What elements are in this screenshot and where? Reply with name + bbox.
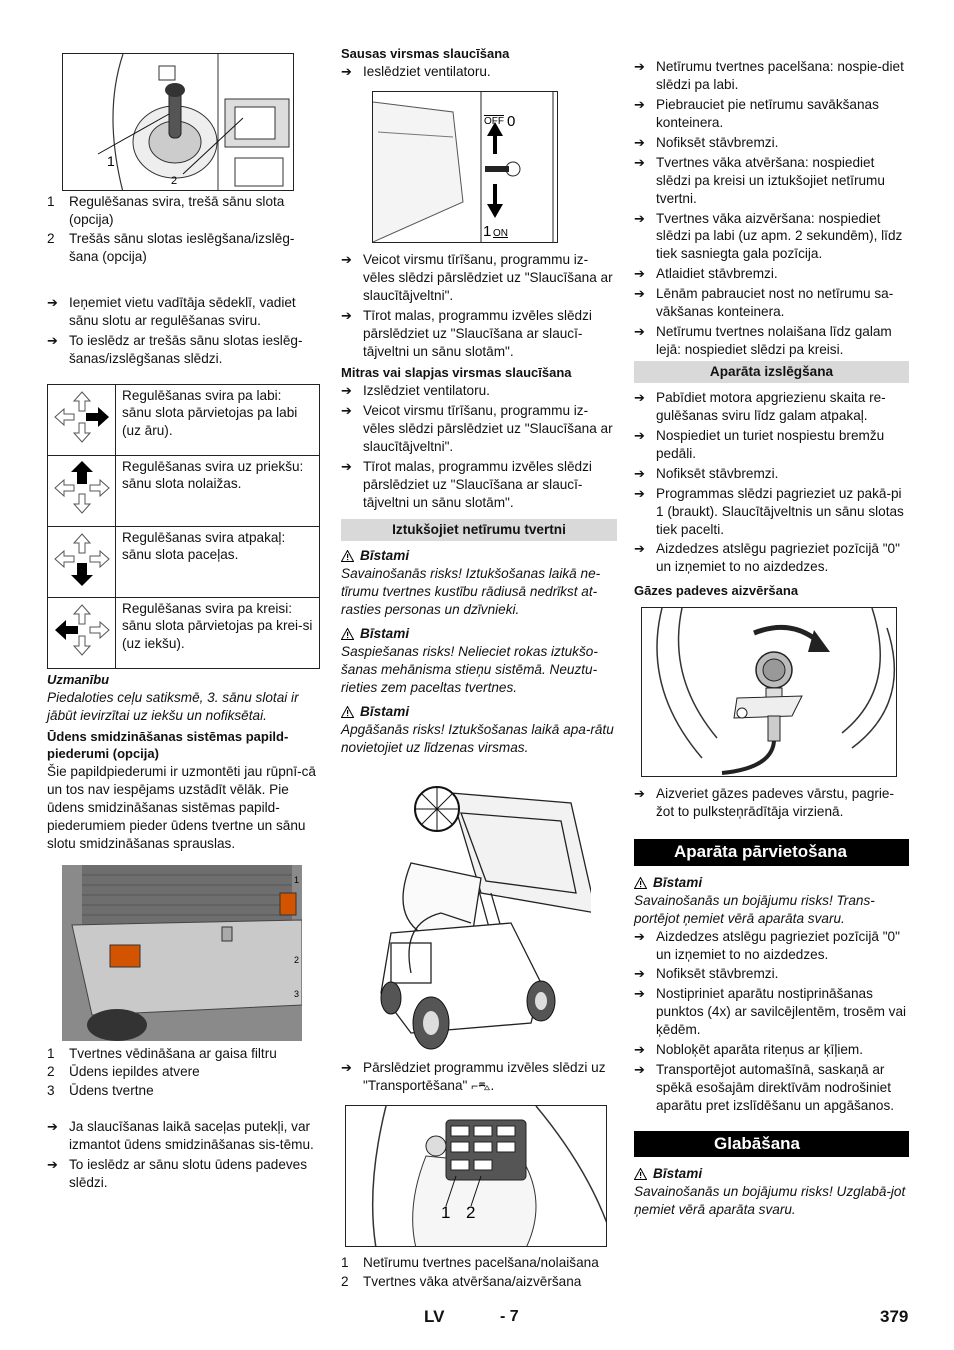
step-item: ➔ Aizdedzes atslēgu pagrieziet pozīcijā "0" un izņemiet to no aizdedzes. [634,928,900,962]
step-item: ➔ Nobloķēt aparāta riteņus ar ķīļiem. [634,1042,864,1058]
fig4-callout-2: 2 [466,1202,476,1222]
water-text: Šie papildpiederumi ir uzmontēti jau rūpnī-cā un tos nav iespējams uzstādīt vēlāk. Pie ūdens smidzināšanas sistēmas papild-piederumiem pieder ūdens tvertne un sānu slotu smidzināšanas sprauslas. [47,763,316,851]
warning-text: Saspiešanas risks! Nelieciet rokas iztukšo-šanas mehānisma stieņu sistēmā. Neuztu-rieties zem paceltas tvertnes. [341,644,598,695]
table-row: Regulēšanas svira atpakaļ: sānu slota paceļas. [48,526,320,597]
move-title: Aparāta pārvietošana [634,839,909,865]
step-item: ➔ Veicot virsmu tīrīšanu, programmu iz-vēles slēdzi pārslēdziet uz "Slaucīšana ar slaucītājveltni". [341,402,613,454]
arrow-right-icon: ➔ [47,332,58,348]
arrow-right-icon: ➔ [47,1119,58,1135]
step-item: ➔ Netīrumu tvertnes nolaišana līdz galam lejā: nospiediet slēdzi pa kreisi. [634,324,892,358]
table-row: Regulēšanas svira pa kreisi: sānu slota pārvietojas pa krei-si (uz iekšu). [48,597,320,668]
arrow-right-icon: ➔ [341,64,352,80]
table-row: Regulēšanas svira pa labi: sānu slota pārvietojas pa labi (uz āru). [48,384,320,455]
warning-heading: Bīstami [341,547,617,565]
arrow-right-icon: ➔ [341,382,352,398]
arrow-right-icon: ➔ [341,402,352,418]
step-item: ➔ Nofiksēt stāvbremzi. [634,134,779,150]
warning-heading: Bīstami [341,703,617,721]
fig1-callout-2: 2 [171,175,178,187]
joystick-right-icon [51,388,113,446]
arrow-right-icon: ➔ [634,1042,645,1058]
step-item: ➔ Aizveriet gāzes padeves vārstu, pagrie-žot to pulksteņrādītāja virzienā. [634,786,895,820]
step-item: ➔ Tīrot malas, programmu izvēles slēdzi pārslēdziet uz "Slaucīšana ar slaucī-tājveltni un sānu slotām". [341,458,592,510]
arrow-right-icon: ➔ [634,59,645,74]
figure-sweeper-dump [371,783,591,1053]
list-item: 2 Ūdens iepildes atvere [47,1064,200,1080]
store-title: Glabāšana [634,1131,909,1157]
step-item: ➔ Pārslēdziet programmu izvēles slēdzi uz "Transportēšana" ⌐⛍. [341,1059,606,1093]
water-title: Ūdens smidzināšanas sistēmas papild-piederumi (opcija) [47,728,289,761]
arrow-right-icon: ➔ [341,1059,352,1075]
step-item: ➔ Izslēdziet ventilatoru. [341,382,490,398]
fig4-callout-1: 1 [441,1202,451,1222]
joystick-left-icon [51,601,113,659]
step-item: ➔ Programmas slēdzi pagrieziet uz pakā-pi 1 (braukt). Slaucītājveltnis un sānu slotas tiek pacelti. [634,485,904,537]
step-item: ➔ Nofiksēt stāvbremzi. [634,966,779,982]
warning-icon [634,877,647,889]
switch-off-label: OFF [484,116,504,128]
arrow-right-icon: ➔ [634,786,645,802]
warning-heading: Bīstami [634,1165,909,1183]
step-item: ➔ Ieņemiet vietu vadītāja sēdeklī, vadiet sānu slotu ar regulēšanas sviru. [47,294,296,328]
warning-icon [634,1168,647,1180]
step-item: ➔ Ieslēdziet ventilatoru. [341,64,491,80]
arrow-right-icon: ➔ [634,210,645,226]
step-item: ➔ Nospiediet un turiet nospiestu bremžu pedāli. [634,427,885,461]
figure-fan-switch [372,91,558,243]
fig2-callout-3: 3 [294,988,300,999]
warning-text: Apgāšanās risks! Iztukšošanas laikā apa-rātu novietojiet uz līdzenas virsmas. [341,721,614,755]
arrow-right-icon: ➔ [634,928,645,944]
step-item: ➔ Ja slaucīšanas laikā saceļas putekļi, var izmantot ūdens smidzināšanas sis-tēmu. [47,1119,314,1153]
step-item: ➔ Aizdedzes atslēgu pagrieziet pozīcijā "0" un izņemiet to no aizdedzes. [634,541,900,575]
note-title: Uzmanību [47,671,110,687]
wet-title: Mitras vai slapjas virsmas slaucīšana [341,364,572,380]
step-item: ➔ To ieslēdz ar sānu slotu ūdens padeves slēdzi. [47,1157,308,1191]
arrow-right-icon: ➔ [634,485,645,501]
step-item: ➔ Lēnām pabrauciet nost no netīrumu sa-vākšanas konteinera. [634,286,894,320]
arrow-right-icon: ➔ [634,541,645,557]
step-item: ➔ Netīrumu tvertnes pacelšana: nospie-diet slēdzi pa labi. [634,59,904,92]
step-item: ➔ Tvertnes vāka aizvēršana: nospiediet slēdzi pa labi (uz apm. 2 sekundēm), līdz tiek sasniegta gala pozīcija. [634,210,903,262]
arrow-right-icon: ➔ [634,96,645,112]
step-item: ➔ Tīrot malas, programmu izvēles slēdzi pārslēdziet uz "Slaucīšana ar slaucī-tājveltni un sānu slotām". [341,307,592,359]
arrow-right-icon: ➔ [634,465,645,481]
fig1-callout-1: 1 [107,153,115,169]
list-item: 1 Tvertnes vēdināšana ar gaisa filtru [47,1045,277,1061]
step-item: ➔ Pabīdiet motora apgriezienu skaita re-gulēšanas sviru līdz galam atpakaļ. [634,389,886,423]
fig2-callout-1: 1 [294,874,300,885]
list-item: 1 Regulēšanas svira, trešā sānu slota (opcija) [47,194,285,227]
joystick-down-icon [51,530,113,588]
note-text: Piedaloties ceļu satiksmē, 3. sānu slotai ir jābūt ievirzītai uz iekšu un nofiksētai. [47,689,299,723]
arrow-right-icon: ➔ [634,427,645,443]
arrow-right-icon: ➔ [634,1062,645,1078]
empty-title: Iztukšojiet netīrumu tvertni [341,519,617,541]
arrow-right-icon: ➔ [634,324,645,340]
list-item: 1 Netīrumu tvertnes pacelšana/nolaišana [341,1254,599,1270]
fig4-legend [341,1254,617,1291]
figure-control-panel [345,1105,607,1247]
fig2-legend [47,1045,320,1101]
arrow-right-icon: ➔ [634,986,645,1002]
arrow-right-icon: ➔ [634,286,645,302]
footer-page-number: 379 [880,1307,909,1326]
fig1-legend [47,193,320,266]
arrow-right-icon: ➔ [634,389,645,405]
off-title: Aparāta izslēgšana [634,361,909,383]
arrow-right-icon: ➔ [341,307,352,323]
figure-gas-valve [641,607,897,777]
warning-text: Savainošanās risks! Iztukšošanas laikā ne-tīrumu tvertnes kustību rādiusā nedrīkst at-rasties personas un dzīvnieki. [341,566,601,618]
list-item: 3 Ūdens tvertne [47,1083,154,1099]
joystick-up-icon [51,459,113,517]
arrow-right-icon: ➔ [634,966,645,982]
warning-icon [341,550,354,562]
figure-water-tank [62,865,302,1041]
arrow-right-icon: ➔ [634,134,645,150]
arrow-right-icon: ➔ [341,252,352,268]
switch-on-label: ON [493,228,508,240]
warning-icon [341,706,354,718]
step-item: ➔ Transportējot automašīnā, saskaņā ar spēkā esošajām direktīvām nodrošiniet aparātu pret izslīdēšanu un apgāšanos. [634,1062,895,1114]
joystick-table [47,384,320,669]
step-item: ➔ Tvertnes vāka atvēršana: nospiediet slēdzi pa kreisi un iztukšojiet netīrumu tvertni. [634,154,885,206]
column-1 [47,40,320,1194]
step-item: ➔ Nostipriniet aparātu nostiprināšanas punktos (4x) ar savilcējlentēm, trosēm vai ķēdēm. [634,986,907,1038]
arrow-right-icon: ➔ [47,294,58,310]
transport-mode-icon: ⌐⛍ [471,1078,491,1093]
arrow-right-icon: ➔ [634,154,645,170]
footer-local-page: - 7 [500,1308,519,1325]
warning-heading: Bīstami [634,874,909,892]
switch-one-label: 1 [483,223,492,241]
arrow-right-icon: ➔ [47,1157,58,1173]
arrow-right-icon: ➔ [634,266,645,282]
list-item: 2 Trešās sānu slotas ieslēgšana/izslēg-šana (opcija) [47,230,295,264]
warning-heading: Bīstami [341,625,617,643]
dry-title: Sausas virsmas slaucīšana [341,46,510,61]
step-item: ➔ Piebrauciet pie netīrumu savākšanas konteinera. [634,96,879,130]
warning-icon [341,628,354,640]
step-item: ➔ Nofiksēt stāvbremzi. [634,465,779,481]
step-item: ➔ To ieslēdz ar trešās sānu slotas ieslēg-šanas/izslēgšanas slēdzi. [47,332,303,366]
column-3 [634,58,909,1219]
fig2-callout-2: 2 [294,954,300,965]
figure-joystick-panel [62,53,294,191]
table-row: Regulēšanas svira uz priekšu: sānu slota nolaižas. [48,455,320,526]
switch-zero-label: 0 [507,113,516,131]
gas-title: Gāzes padeves aizvēršana [634,583,799,599]
step-item: ➔ Veicot virsmu tīrīšanu, programmu iz-vēles slēdzi pārslēdziet uz "Slaucīšana ar slaucītājveltni". [341,252,613,303]
column-2 [341,40,617,1291]
step-item: ➔ Atlaidiet stāvbremzi. [634,266,778,282]
footer-lang: LV [424,1307,445,1326]
arrow-right-icon: ➔ [341,458,352,474]
warning-text: Savainošanās un bojājumu risks! Trans-portējot ņemiet vērā aparāta svaru. [634,892,875,926]
list-item: 2 Tvertnes vāka atvēršana/aizvēršana [341,1273,582,1289]
warning-text: Savainošanās un bojājumu risks! Uzglabā-jot ņemiet vērā aparāta svaru. [634,1184,906,1218]
